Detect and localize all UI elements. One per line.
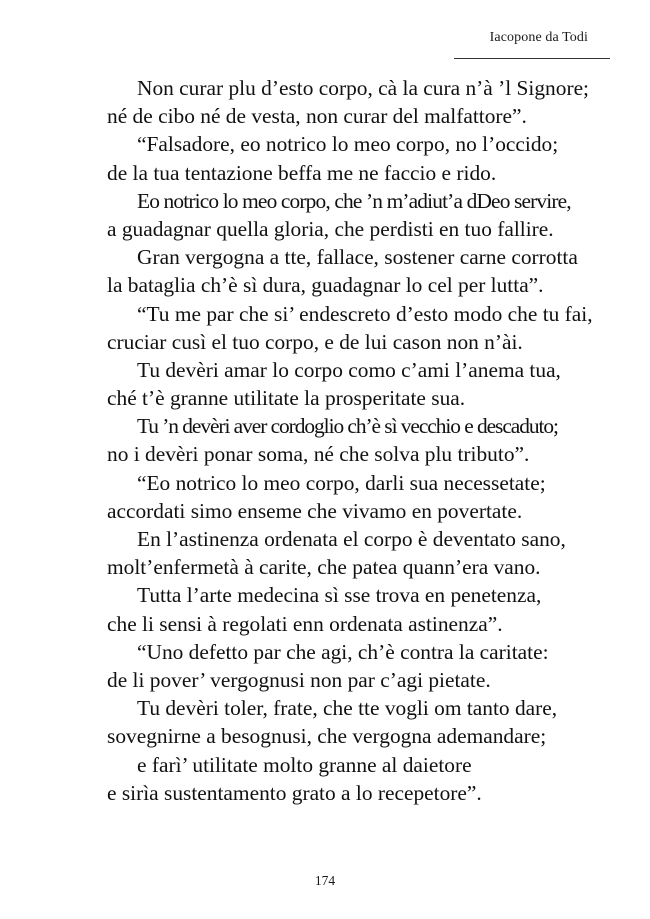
poem-line: ché t’è granne utilitate la prosperitate sua.: [107, 386, 466, 411]
poem-line: cruciar cusì el tuo corpo, e de lui cason non n’ài.: [107, 329, 523, 354]
poem-line: sovegnirne a besognusi, che vergogna ademandare;: [107, 724, 547, 749]
poem-line: “Tu me par che si’ endescreto d’esto modo che tu fai,: [137, 301, 593, 326]
poem-line: a guadagnar quella gloria, che perdisti en tuo fallire.: [107, 216, 554, 241]
poem-line: Tu devèri toler, frate, che tte vogli om tanto dare,: [137, 696, 558, 721]
poem-line: e farì’ utilitate molto granne al daietore: [137, 752, 472, 777]
poem-line: de la tua tentazione beffa me ne faccio e rido.: [107, 160, 497, 185]
poem-line: “Uno defetto par che agi, ch’è contra la caritate:: [137, 639, 549, 664]
poem-line: Tu devèri amar lo corpo como c’ami l’anema tua,: [137, 357, 561, 382]
poem-line: “Eo notrico lo meo corpo, darli sua necessetate;: [137, 470, 546, 495]
poem-line: de li pover’ vergognusi non par c’agi pietate.: [107, 667, 491, 692]
header-rule: [454, 58, 610, 59]
page-number: 174: [314, 873, 336, 888]
poem-line: En l’astinenza ordenata el corpo è deventato sano,: [137, 527, 566, 551]
poem-line: Gran vergogna a tte, fallace, sostener carne corrotta: [137, 245, 578, 270]
poem-line: Eo notrico lo meo corpo, che ’n m’adiut’a dDeo servire,: [137, 188, 571, 213]
poem-line: Tutta l’arte medecina sì sse trova en penetenza,: [137, 583, 542, 608]
poem-line: e sirìa sustentamento grato a lo recepetore”.: [107, 780, 482, 805]
poem-line: Non curar plu d’esto corpo, cà la cura n’à ’l Signore;: [137, 76, 590, 100]
poem-line: accordati simo enseme che vivamo en povertate.: [107, 498, 523, 523]
poem-line: molt’enfermetà à carite, che patea quann’era vano.: [107, 555, 541, 580]
poem-line: Tu ’n devèri aver cordoglio ch’è sì vecchio e descaduto;: [137, 414, 558, 439]
poem-line: che li sensi à regolati enn ordenata astinenza”.: [107, 611, 503, 636]
running-head: Iacopone da Todi: [489, 30, 588, 45]
poem-body: [107, 74, 607, 807]
poem-line: no i devèri ponar soma, né che solva plu tributo”.: [107, 442, 530, 467]
poem-line: “Falsadore, eo notrico lo meo corpo, no l’occido;: [137, 132, 559, 157]
poem-line: né de cibo né de vesta, non curar del malfattore”.: [107, 104, 527, 129]
poem-line: la bataglia ch’è sì dura, guadagnar lo cel per lutta”.: [107, 273, 544, 298]
